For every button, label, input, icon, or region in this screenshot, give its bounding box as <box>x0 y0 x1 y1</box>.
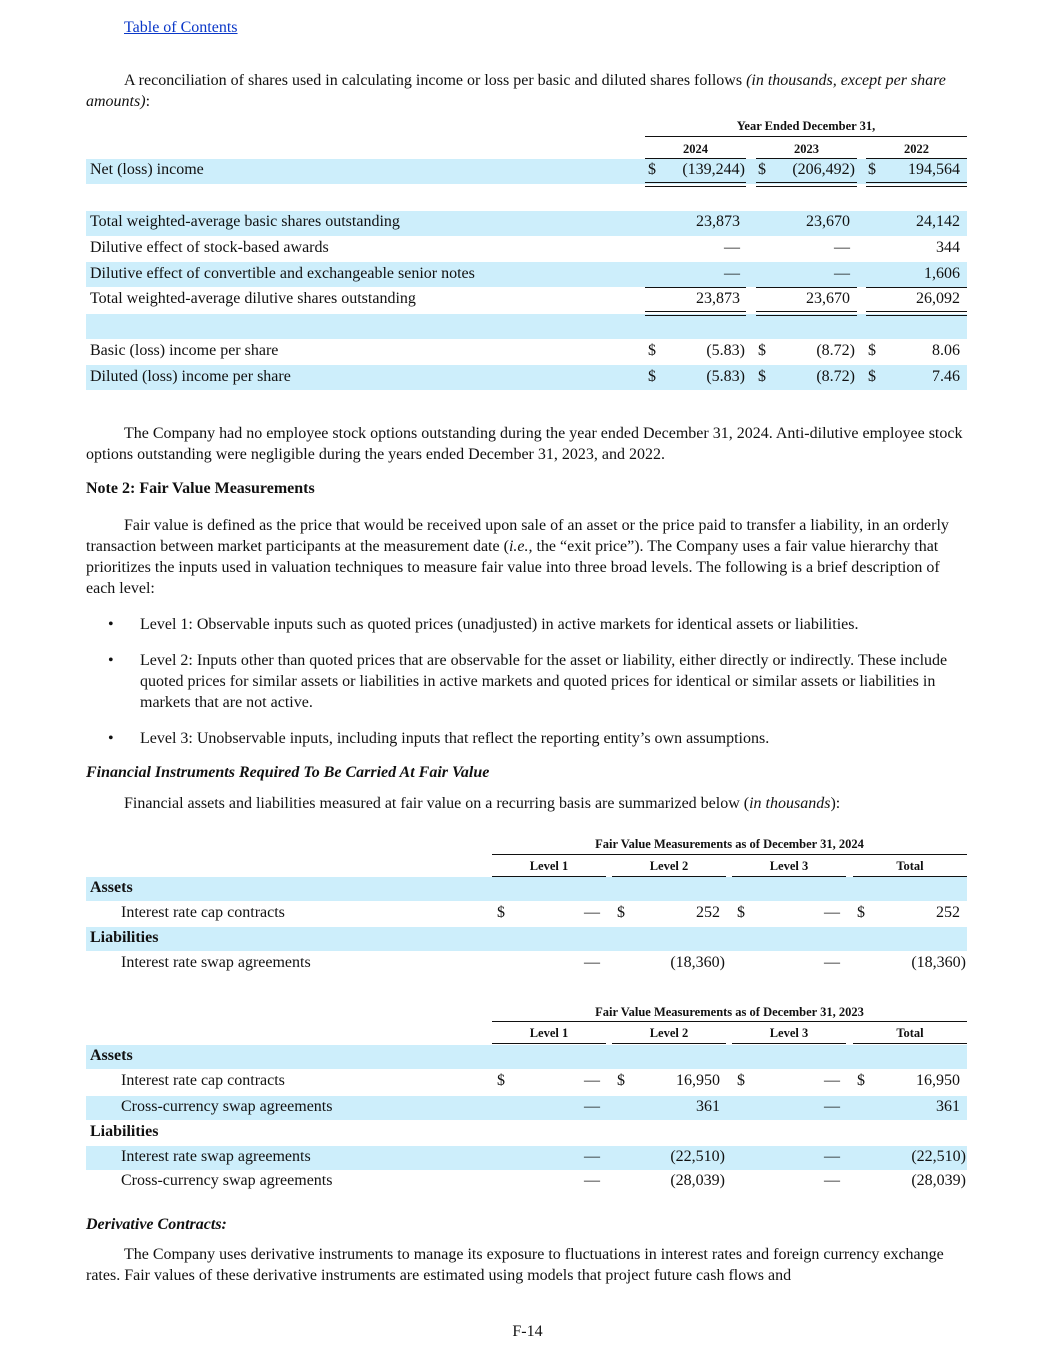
value-level-1: — <box>584 954 600 971</box>
value-2023: (8.72) <box>816 368 855 385</box>
value-2022: 1,606 <box>924 265 960 282</box>
table-of-contents-link[interactable]: Table of Contents <box>124 19 238 36</box>
currency-symbol: $ <box>648 342 656 359</box>
eps-period-header: Year Ended December 31, <box>736 119 876 133</box>
table-row <box>0 368 1055 392</box>
col-level-2: Level 2 <box>649 1026 689 1040</box>
row-label: Dilutive effect of stock-based awards <box>90 239 329 256</box>
value-2023: — <box>834 239 850 256</box>
value-level-1: — <box>584 1172 600 1189</box>
value-total: 16,950 <box>916 1072 960 1089</box>
list-item: • Level 3: Unobservable inputs, including inputs that reflect the reporting entity’s own assumptions. <box>108 730 770 747</box>
value-2023: 23,670 <box>806 290 850 307</box>
row-label: Dilutive effect of convertible and exchangeable senior notes <box>90 265 475 282</box>
value-level-2: 252 <box>696 904 720 921</box>
value-level-1: — <box>584 1148 600 1165</box>
recurring-basis-paragraph: Financial assets and liabilities measured at fair value on a recurring basis are summarized below (in thousands): <box>124 795 841 812</box>
value-level-3: — <box>824 954 840 971</box>
table-row <box>0 954 1055 978</box>
bullet-marker: • <box>108 730 114 747</box>
derivative-contracts-heading: Derivative Contracts: <box>86 1216 227 1233</box>
value-level-2: (18,360) <box>670 954 725 971</box>
note-2-heading: Note 2: Fair Value Measurements <box>86 480 315 497</box>
value-2022: 344 <box>936 239 960 256</box>
value-2022: 8.06 <box>932 342 960 359</box>
value-total: 361 <box>936 1098 960 1115</box>
currency-symbol: $ <box>497 1072 505 1089</box>
value-2024: (139,244) <box>682 161 745 178</box>
eps-col-2023: 2023 <box>794 142 819 156</box>
table-row <box>0 1098 1055 1122</box>
value-2024: — <box>724 239 740 256</box>
value-2024: 23,873 <box>696 213 740 230</box>
col-level-1: Level 1 <box>529 1026 569 1040</box>
value-level-2: 16,950 <box>676 1072 720 1089</box>
currency-symbol: $ <box>868 342 876 359</box>
value-level-3: — <box>824 1098 840 1115</box>
table-row <box>0 239 1055 263</box>
row-label: Cross-currency swap agreements <box>121 1098 333 1115</box>
value-2022: 24,142 <box>916 213 960 230</box>
value-level-3: — <box>824 904 840 921</box>
value-2022: 26,092 <box>916 290 960 307</box>
currency-symbol: $ <box>617 904 625 921</box>
currency-symbol: $ <box>497 904 505 921</box>
fair-value-definition-paragraph: Fair value is defined as the price that would be received upon sale of an asset or the price paid to transfer a liability, in an orderly transaction between market participants at the measurement date (i.e., the “exit price”). The Company uses a fair value hierarchy that prioritizes the inputs used in valuation techniques to measure fair value into three broad levels. The following is a brief description of each level: <box>86 517 949 597</box>
value-total: (18,360) <box>911 954 966 971</box>
currency-symbol: $ <box>868 161 876 178</box>
currency-symbol: $ <box>737 1072 745 1089</box>
row-label: Net (loss) income <box>90 161 204 178</box>
value-2024: — <box>724 265 740 282</box>
eps-col-2022: 2022 <box>904 142 929 156</box>
table-row <box>0 1148 1055 1172</box>
row-label: Total weighted-average dilutive shares outstanding <box>90 290 416 307</box>
row-label: Diluted (loss) income per share <box>90 368 291 385</box>
table-row <box>0 213 1055 237</box>
row-label: Interest rate swap agreements <box>121 1148 311 1165</box>
value-2024: (5.83) <box>706 368 745 385</box>
value-level-1: — <box>584 1098 600 1115</box>
bullet-marker: • <box>108 652 114 669</box>
value-level-2: (22,510) <box>670 1148 725 1165</box>
value-total: (28,039) <box>911 1172 966 1189</box>
col-level-3: Level 3 <box>769 1026 809 1040</box>
table-row <box>0 904 1055 928</box>
col-total: Total <box>896 1026 924 1040</box>
section-row <box>0 1123 1055 1147</box>
value-2024: (5.83) <box>706 342 745 359</box>
row-label: Interest rate cap contracts <box>121 1072 285 1089</box>
col-total: Total <box>896 859 924 873</box>
table-row <box>0 1172 1055 1196</box>
eps-col-2024: 2024 <box>683 142 708 156</box>
currency-symbol: $ <box>737 904 745 921</box>
value-2023: (206,492) <box>792 161 855 178</box>
currency-symbol: $ <box>617 1072 625 1089</box>
value-2023: — <box>834 265 850 282</box>
value-2023: (8.72) <box>816 342 855 359</box>
fv-2023-title: Fair Value Measurements as of December 31, 2023 <box>595 1005 864 1019</box>
page-number: F-14 <box>512 1323 543 1340</box>
row-label: Interest rate swap agreements <box>121 954 311 971</box>
value-total: (22,510) <box>911 1148 966 1165</box>
value-level-2: 361 <box>696 1098 720 1115</box>
currency-symbol: $ <box>758 342 766 359</box>
value-level-3: — <box>824 1172 840 1189</box>
table-row <box>0 342 1055 366</box>
table-row <box>0 1072 1055 1096</box>
eps-intro-paragraph: A reconciliation of shares used in calculating income or loss per basic and diluted shares follows (in thousands, except per share amounts): <box>86 72 946 110</box>
value-2022: 194,564 <box>908 161 960 178</box>
currency-symbol: $ <box>758 368 766 385</box>
value-2022: 7.46 <box>932 368 960 385</box>
value-level-3: — <box>824 1148 840 1165</box>
liabilities-label: Liabilities <box>90 1123 159 1140</box>
derivative-contracts-paragraph: The Company uses derivative instruments to manage its exposure to fluctuations in interest rates and foreign currency exchange rates. Fair values of these derivative instruments are estimated using models that project future cash flows and <box>86 1246 944 1284</box>
list-item: • Level 2: Inputs other than quoted prices that are observable for the asset or liability, either directly or indirectly. These include quoted prices for similar assets or liabilities in active markets and quoted prices for identical or similar assets or liabilities in markets that are not active. <box>108 652 948 711</box>
currency-symbol: $ <box>648 368 656 385</box>
col-level-1: Level 1 <box>529 859 569 873</box>
currency-symbol: $ <box>857 1072 865 1089</box>
assets-label: Assets <box>90 879 133 896</box>
value-2023: 23,670 <box>806 213 850 230</box>
section-row <box>0 879 1055 903</box>
row-label: Cross-currency swap agreements <box>121 1172 333 1189</box>
currency-symbol: $ <box>758 161 766 178</box>
value-level-3: — <box>824 1072 840 1089</box>
value-level-1: — <box>584 904 600 921</box>
row-label: Total weighted-average basic shares outstanding <box>90 213 400 230</box>
col-level-2: Level 2 <box>649 859 689 873</box>
col-level-3: Level 3 <box>769 859 809 873</box>
value-level-2: (28,039) <box>670 1172 725 1189</box>
currency-symbol: $ <box>648 161 656 178</box>
bullet-marker: • <box>108 616 114 633</box>
value-2024: 23,873 <box>696 290 740 307</box>
value-level-1: — <box>584 1072 600 1089</box>
financial-instruments-heading: Financial Instruments Required To Be Carried At Fair Value <box>86 764 490 781</box>
row-label: Basic (loss) income per share <box>90 342 279 359</box>
value-total: 252 <box>936 904 960 921</box>
liabilities-label: Liabilities <box>90 929 159 946</box>
section-row <box>0 929 1055 953</box>
stock-options-paragraph: The Company had no employee stock options outstanding during the year ended December 31, 2024. Anti-dilutive employee stock options outstanding were negligible during the years ended December 31, 2023, and 2022. <box>86 425 963 463</box>
assets-label: Assets <box>90 1047 133 1064</box>
row-label: Interest rate cap contracts <box>121 904 285 921</box>
currency-symbol: $ <box>857 904 865 921</box>
section-row <box>0 1047 1055 1071</box>
fv-2024-title: Fair Value Measurements as of December 31, 2024 <box>595 837 864 851</box>
list-item: • Level 1: Observable inputs such as quoted prices (unadjusted) in active markets for identical assets or liabilities. <box>108 616 859 633</box>
currency-symbol: $ <box>868 368 876 385</box>
table-row <box>0 265 1055 289</box>
